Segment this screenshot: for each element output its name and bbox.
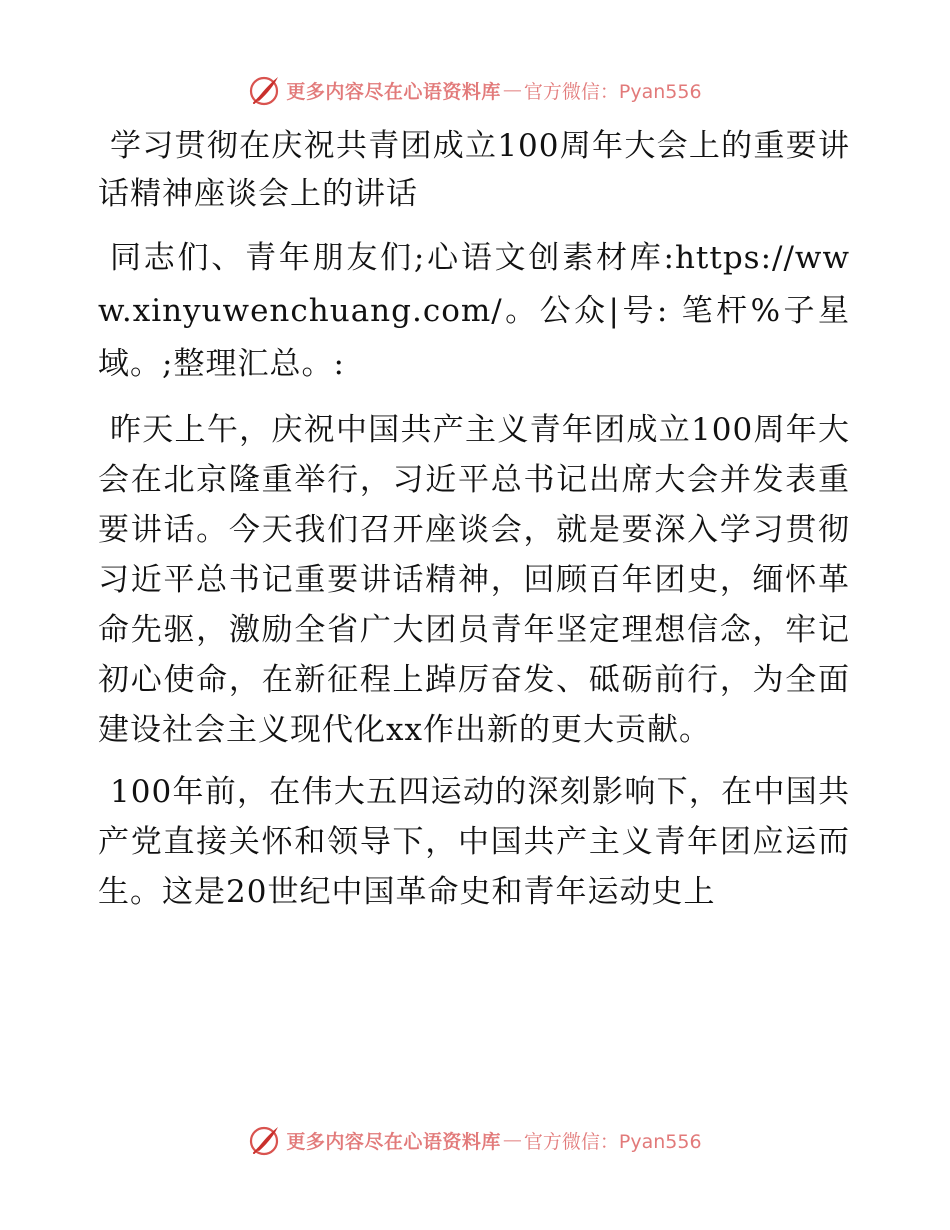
watermark-wechat-text: 官方微信：Pyan556 [523,1130,702,1153]
document-title: 学习贯彻在庆祝共青团成立100周年大会上的重要讲话精神座谈会上的讲话 [98,128,850,212]
paragraph-body-2: 100年前，在伟大五四运动的深刻影响下，在中国共产党直接关怀和领导下，中国共产主义青年团应运而生。这是20世纪中国革命史和青年运动史上 [98,774,850,910]
paragraph-body-1: 昨天上午，庆祝中国共产主义青年团成立100周年大会在北京隆重举行，习近平总书记出席大会并发表重要讲话。今天我们召开座谈会，就是要深入学习贯彻习近平总书记重要讲话精神，回顾百年团史，缅怀革命先驱，激励全省广大团员青年坚定理想信念，牢记初心使命，在新征程上踔厉奋发、砥砺前行，为全面建设社会主义现代化xx作出新的更大贡献。 [98,412,850,748]
watermark-wechat-text: 官方微信：Pyan556 [523,80,702,103]
document-body [98,122,850,929]
watermark-site-text: 更多内容尽在心语资料库 [286,1130,501,1153]
paragraph-greeting: 同志们、青年朋友们;心语文创素材库:https://www.xinyuwenchuang.com/。公众|号: 笔杆%子星域。;整理汇总。: [98,240,850,382]
watermark-dash: — [502,1129,522,1151]
watermark-dash: — [502,79,522,101]
watermark-banner-bottom [0,1120,950,1160]
watermark-banner-top [0,70,950,110]
watermark-site-text: 更多内容尽在心语资料库 [286,80,501,103]
quill-pen-logo-icon [248,1123,282,1157]
quill-pen-logo-icon [248,73,282,107]
